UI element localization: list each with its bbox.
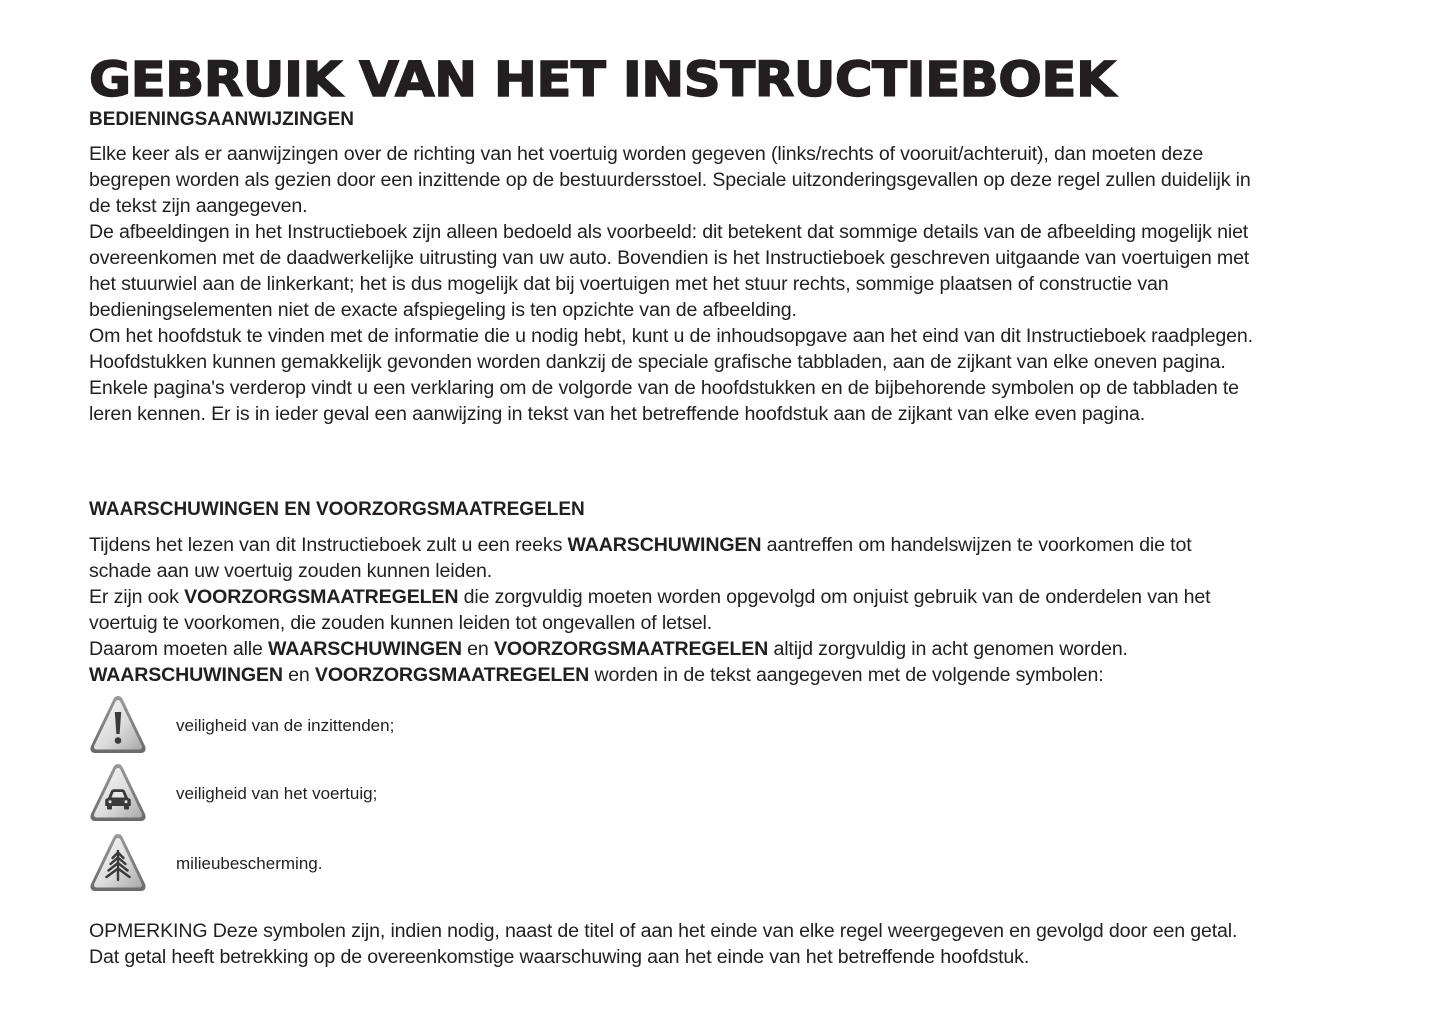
page-title: GEBRUIK VAN HET INSTRUCTIEBOEK (89, 52, 1116, 108)
section-body-waarschuwingen (89, 532, 1259, 688)
symbol-label: milieubescherming. (176, 854, 323, 873)
exclamation-warning-icon (89, 694, 147, 756)
paragraph: Elke keer als er aanwijzingen over de richting van het voertuig worden gegeven (links/rechts of vooruit/achteruit), dan moeten deze begrepen worden als gezien door een inzittende op de bestuurdersstoel. Speciale uitzonderingsgevallen op deze regel zullen duidelijk in de tekst zijn aangegeven. (89, 143, 1251, 217)
paragraph (89, 532, 1259, 584)
symbol-row-environment (89, 832, 689, 894)
paragraph: De afbeeldingen in het Instructieboek zijn alleen bedoeld als voorbeeld: dit betekent dat sommige details van de afbeelding mogelijk niet overeenkomen met de daadwerkelijke uitrusting van uw auto. Bovendien is het Instructieboek geschreven uitgaande van voertuigen met het stuurwiel aan de linkerkant; het is dus mogelijk dat bij voertuigen met het stuur rechts, sommige plaatsen of constructie van bedieningselementen niet de exacte afspiegeling is ten opzichte van de afbeelding. (89, 221, 1250, 321)
paragraph (89, 662, 1259, 688)
text-run: en (461, 638, 494, 660)
text-run: en (282, 664, 315, 686)
text-run: Tijdens het lezen van dit Instructieboek zult u een reeks (89, 534, 568, 556)
text-run: Er zijn ook (89, 586, 185, 608)
paragraph: Om het hoofdstuk te vinden met de informatie die u nodig hebt, kunt u de inhoudsopgave aan het eind van dit Instructieboek raadplegen. (89, 325, 1253, 347)
emphasis-voorzorgsmaatregelen: VOORZORGSMAATREGELEN (314, 664, 590, 686)
section-heading-bedieningsaanwijzingen: BEDIENINGSAANWIJZINGEN (89, 109, 354, 130)
car-warning-icon (89, 762, 147, 824)
text-run: worden in de tekst aangegeven met de volgende symbolen: (589, 664, 1104, 686)
symbol-label: veiligheid van het voertuig; (176, 784, 378, 803)
note-block (89, 918, 1259, 970)
emphasis-voorzorgsmaatregelen: VOORZORGSMAATREGELEN (493, 638, 769, 660)
note-paragraph: OPMERKING Deze symbolen zijn, indien nodig, naast de titel of aan het einde van elke regel weergegeven en gevolgd door een getal. Dat getal heeft betrekking op de overeenkomstige waarschuwing aan het einde van het betreffende hoofdstuk. (89, 920, 1238, 968)
emphasis-waarschuwingen: WAARSCHUWINGEN (268, 638, 462, 660)
tree-warning-icon (89, 832, 147, 894)
text-run: Daarom moeten alle (89, 638, 269, 660)
paragraph (89, 636, 1259, 662)
section-body-bedieningsaanwijzingen (89, 141, 1259, 427)
symbol-label: veiligheid van de inzittenden; (176, 716, 395, 735)
emphasis-waarschuwingen: WAARSCHUWINGEN (567, 534, 762, 556)
paragraph (89, 584, 1259, 636)
text-run: altijd zorgvuldig in acht genomen worden. (768, 638, 1128, 660)
section-heading-waarschuwingen: WAARSCHUWINGEN EN VOORZORGSMAATREGELEN (89, 499, 585, 520)
symbol-row-vehicle-safety (89, 762, 689, 824)
emphasis-waarschuwingen: WAARSCHUWINGEN (89, 664, 283, 686)
text-run: aantreffen om handelswijzen te voorkomen die tot schade aan uw voertuig zouden kunnen leiden. (89, 534, 1192, 582)
paragraph: Hoofdstukken kunnen gemakkelijk gevonden worden dankzij de speciale grafische tabbladen, aan de zijkant van elke oneven pagina. Enkele pagina's verderop vindt u een verklaring om de volgorde van de hoofdstukken en de bijbehorende symbolen op de tabbladen te leren kennen. Er is in ieder geval een aanwijzing in tekst van het betreffende hoofdstuk aan de zijkant van elke even pagina. (89, 351, 1239, 425)
emphasis-voorzorgsmaatregelen: VOORZORGSMAATREGELEN (184, 586, 459, 608)
text-run: die zorgvuldig moeten worden opgevolgd om onjuist gebruik van de onderdelen van het voertuig te voorkomen, die zouden kunnen leiden tot ongevallen of letsel. (89, 586, 1211, 634)
symbol-row-occupant-safety (89, 694, 689, 756)
